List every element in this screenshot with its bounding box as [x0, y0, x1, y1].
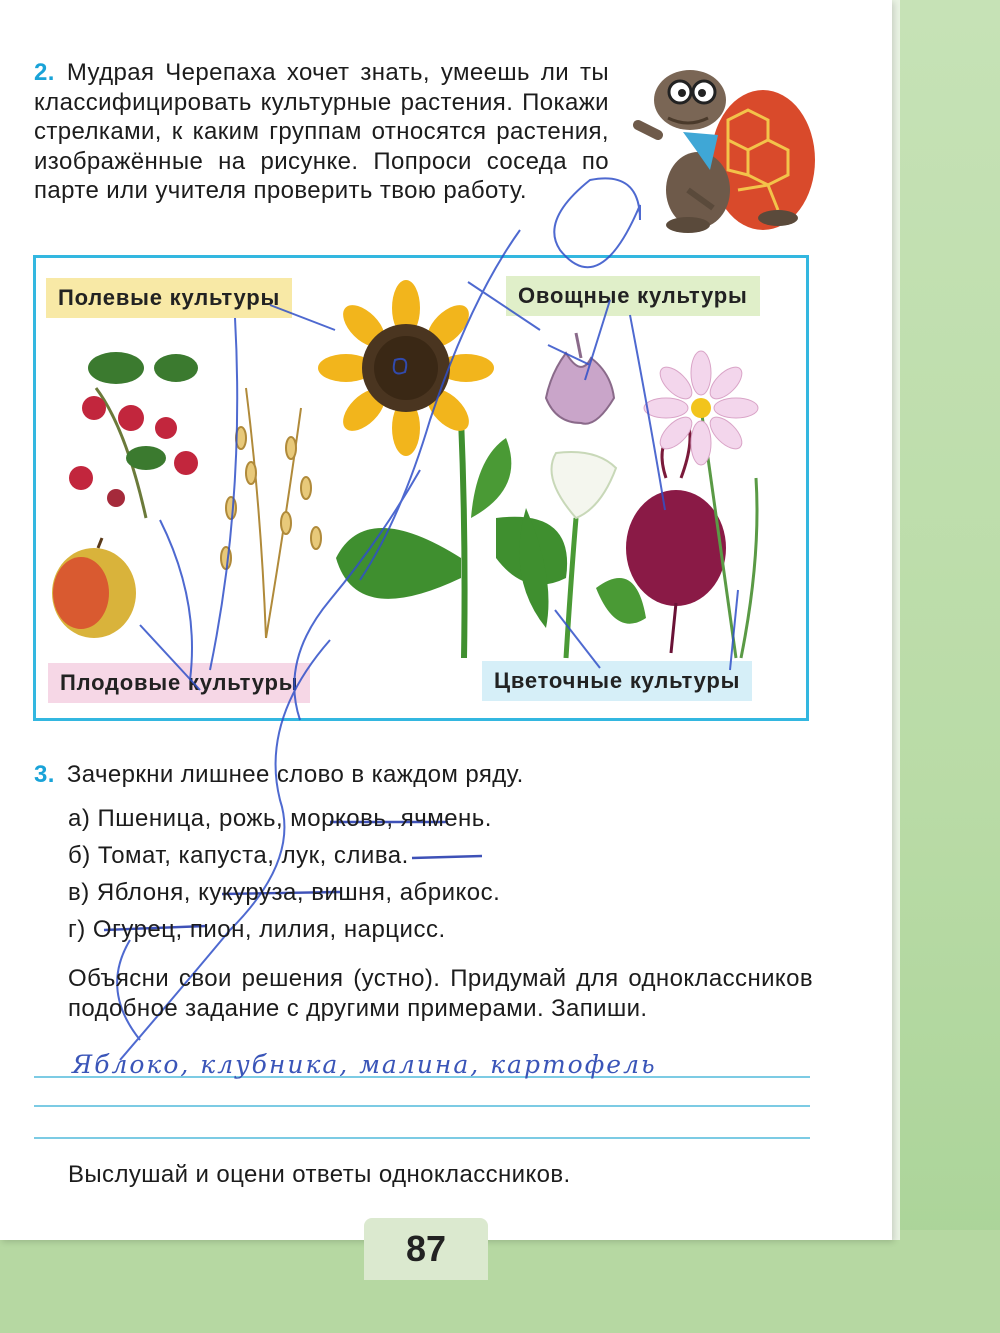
label-flower-crops[interactable]: Цветочные культуры [482, 661, 752, 701]
word[interactable]: лук, [281, 842, 327, 869]
task-2-text: Мудрая Черепаха хочет знать, умеешь ли ты классифицировать культурные растения. Покажи стрелками, к каким группам относятся растения, изображённые на рисунке. Попроси соседа по парте или учителя проверить твою работу. [34, 59, 609, 204]
task-3-number: 3. [34, 761, 55, 788]
handwritten-answer: Яблоко, клубника, малина, картофель [72, 1050, 657, 1079]
task-3-row-a [68, 800, 500, 837]
answer-line-3[interactable] [34, 1137, 810, 1139]
word[interactable]: пион, [189, 916, 253, 943]
word[interactable]: абрикос. [399, 879, 501, 906]
answer-line-2[interactable] [34, 1105, 810, 1107]
word[interactable]: капуста, [178, 842, 275, 869]
task-3-instruction-text: Зачеркни лишнее слово в каждом ряду. [66, 761, 524, 788]
word[interactable]: рожь, [218, 805, 284, 832]
task-3-rows [68, 800, 500, 948]
task-2-number: 2. [34, 59, 55, 86]
word-struck[interactable]: кукуруза, [198, 879, 305, 906]
label-vegetable-crops[interactable]: Овощные культуры [506, 276, 760, 316]
task-3-row-d [68, 911, 500, 948]
task-3-instruction [34, 760, 734, 790]
word[interactable]: вишня, [311, 879, 393, 906]
row-letter: г) [68, 916, 86, 943]
word[interactable]: Яблоня, [96, 879, 191, 906]
row-letter: б) [68, 842, 91, 869]
background-bottom [0, 1230, 1000, 1333]
task-3-row-c [68, 874, 500, 911]
task-3-row-b [68, 837, 500, 874]
task-3-final: Выслушай и оцени ответы одноклассников. [68, 1161, 571, 1188]
label-field-crops[interactable]: Полевые культуры [46, 278, 292, 318]
page-edge [892, 0, 900, 1240]
word[interactable]: нарцисс. [343, 916, 446, 943]
word-struck[interactable]: Огурец, [92, 916, 183, 943]
word[interactable]: Томат, [97, 842, 172, 869]
label-fruit-crops[interactable]: Плодовые культуры [48, 663, 310, 703]
word[interactable]: лилия, [259, 916, 337, 943]
row-letter: а) [68, 805, 91, 832]
word-struck[interactable]: слива. [333, 842, 409, 869]
row-letter: в) [68, 879, 90, 906]
task-3-explain: Объясни свои решения (устно). Придумай для одноклассников подобное задание с другими примерами. Запиши. [68, 965, 813, 1022]
word-struck[interactable]: морковь, [290, 805, 394, 832]
word[interactable]: Пшеница, [97, 805, 212, 832]
word[interactable]: ячмень. [400, 805, 492, 832]
page-number: 87 [405, 1228, 447, 1269]
